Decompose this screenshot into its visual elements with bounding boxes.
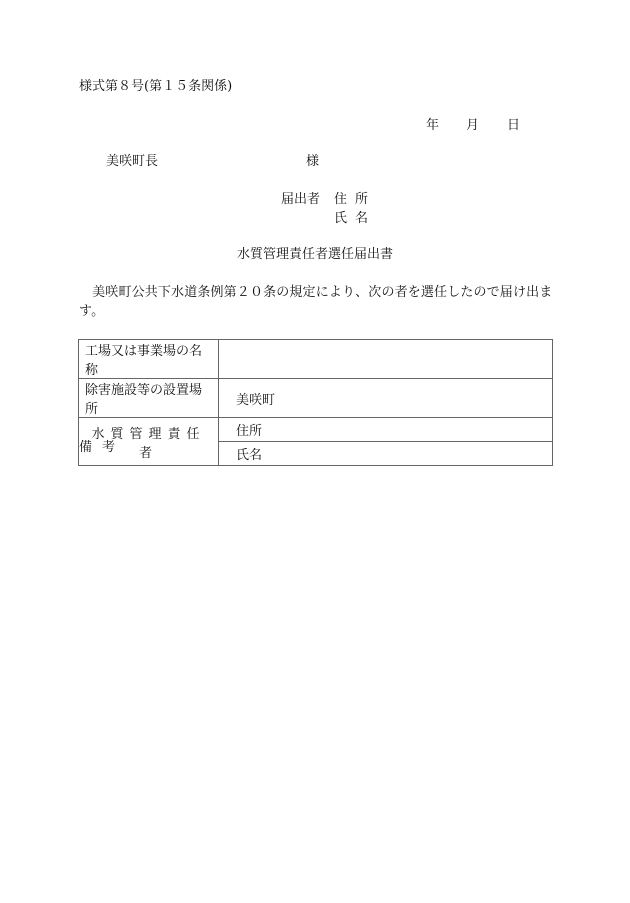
applicant-address-label: 住所 [334, 192, 377, 207]
applicant-name-label: 氏名 [334, 211, 377, 226]
applicant-label: 届出者 [281, 192, 321, 207]
facility-name-value [219, 340, 553, 379]
manager-address-label: 住所 [219, 418, 553, 442]
form-table [78, 339, 553, 466]
table-row [79, 418, 553, 442]
addressee: 美咲町長 [106, 154, 159, 169]
facility-name-label: 工場又は事業場の名称 [79, 340, 219, 379]
facility-location-value: 美咲町 [219, 379, 553, 418]
date-day-label: 日 [507, 118, 521, 133]
table-row [79, 340, 553, 379]
body-paragraph: 美咲町公共下水道条例第２０条の規定により、次の者を選任したので届け出ます。 [79, 285, 553, 319]
date-year-label: 年 [426, 118, 440, 133]
honorific: 様 [306, 154, 320, 169]
remarks-label: 備考 [79, 440, 126, 455]
document-title: 水質管理責任者選任届出書 [236, 247, 393, 262]
date-month-label: 月 [466, 118, 480, 133]
manager-label: 水質管理責任者 [79, 418, 219, 466]
table-row [79, 379, 553, 418]
form-number: 様式第８号(第１５条関係) [79, 79, 233, 94]
manager-name-label: 氏名 [219, 442, 553, 466]
facility-location-label: 除害施設等の設置場所 [79, 379, 219, 418]
